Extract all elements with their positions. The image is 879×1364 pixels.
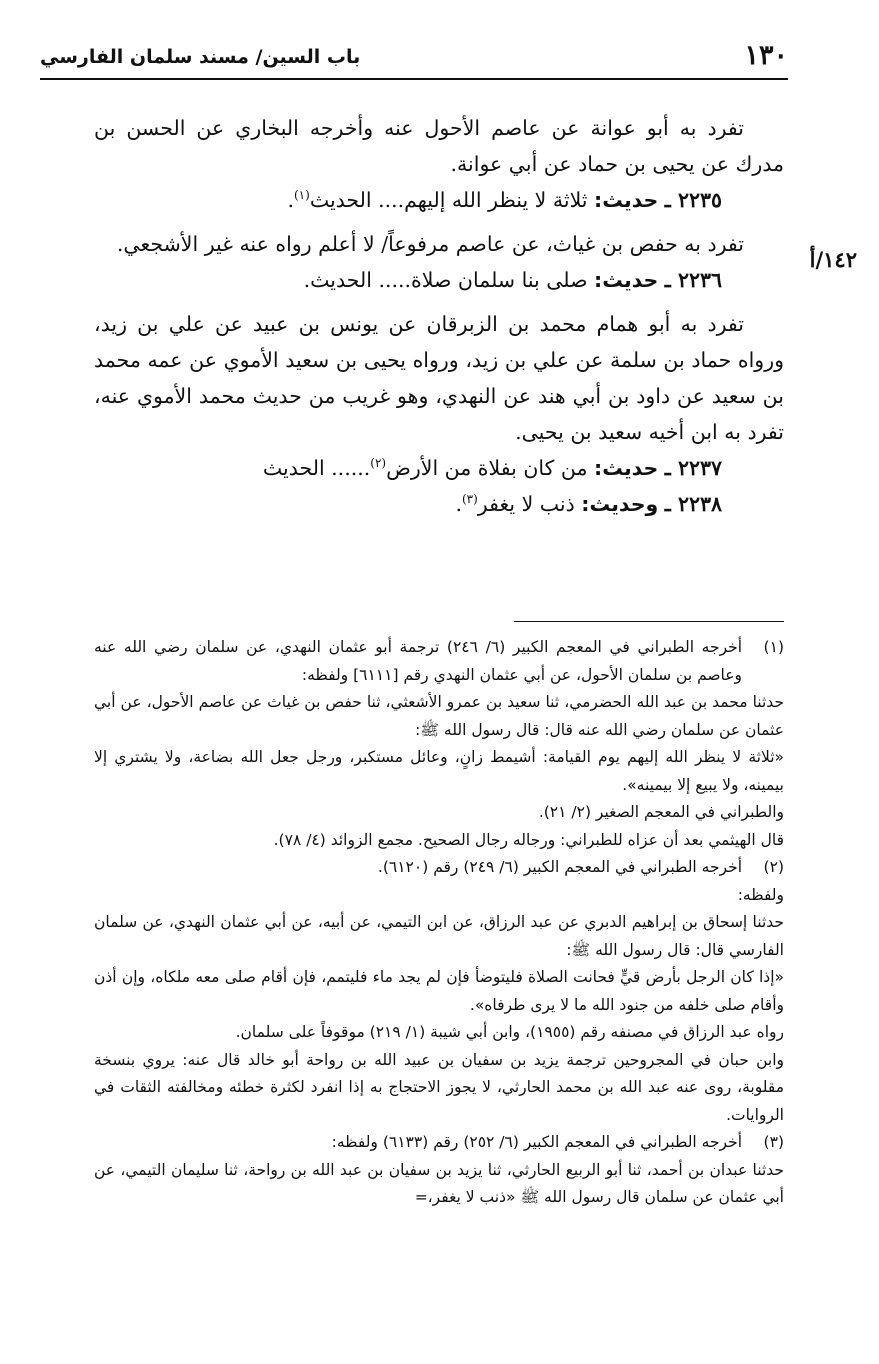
footnote-2-line: ولفظه: xyxy=(737,885,784,904)
hadith-number: ٢٢٣٥ ـ xyxy=(664,188,722,212)
footnote-1-line: «ثلاثة لا ينظر الله إليهم يوم القيامة: أشيمط زانٍ، وعائل مستكبر، ورجل جعل الله بضاعة، ولا يشتري إلا بيمينه، ولا يبيع إلا بيمينه». xyxy=(94,748,784,794)
footnote-label: (٣) xyxy=(763,1133,784,1151)
hadith-keyword: وحديث: xyxy=(581,492,659,516)
footnote-text: أخرجه الطبراني في المعجم الكبير (٦/ ٢٤٩) رقم (٦١٢٠). xyxy=(377,858,742,876)
manuscript-folio-marker: ١٤٢/أ xyxy=(809,247,857,272)
main-text xyxy=(94,110,784,522)
footnote-1-line: والطبراني في المعجم الصغير (٢/ ٢١). xyxy=(538,803,784,821)
hadith-text: من كان بفلاة من الأرض xyxy=(386,456,588,480)
footnote-2-line: «إذا كان الرجل بأرض قيٍّ فحانت الصلاة فليتوضأ فإن لم يجد ماء فليتمم، فإن أقام صلى معه ملكاه، وإن أذن وأقام صلى خلفه من جنود الله ما لا يرى طرفاه». xyxy=(94,968,784,1014)
footnote-1-line: حدثنا محمد بن عبد الله الحضرمي، ثنا سعيد بن عمرو الأشعثي، ثنا حفص بن غياث عن عاصم الأحول، عن أبي عثمان عن سلمان رضي الله عنه قال: قال رسول الله ﷺ: xyxy=(94,693,784,739)
paragraph-1: تفرد به أبو عوانة عن عاصم الأحول عنه وأخرجه البخاري عن الحسن بن مدرك عن يحيى بن حماد عن أبي عوانة. xyxy=(94,116,784,176)
footnote-2 xyxy=(94,854,784,882)
footnote-label: (١) xyxy=(763,638,784,656)
hadith-text: ذنب لا يغفر xyxy=(477,492,575,516)
hadith-2235: ٢٢٣٥ ـ حديث: ثلاثة لا ينظر الله إليهم.... الحديث$^{(١)}$. xyxy=(287,188,722,212)
running-title: باب السين/ مسند سلمان الفارسي xyxy=(40,46,361,68)
paragraph-2: تفرد به حفص بن غياث، عن عاصم مرفوعاً/ لا أعلم رواه عنه غير الأشجعي. xyxy=(116,232,744,256)
hadith-keyword: حديث: xyxy=(594,456,659,480)
hadith-number: ٢٢٣٦ ـ xyxy=(664,268,722,292)
footnote-ref-1: (١) xyxy=(293,188,310,203)
page-number: ١٣٠ xyxy=(744,40,788,71)
footnote-ref-2: (٢) xyxy=(370,456,387,471)
paragraph-3: تفرد به أبو همام محمد بن الزبرقان عن يونس بن عبيد عن علي بن زيد، ورواه حماد بن سلمة عن علي بن زيد، ورواه يحيى بن سعيد الأموي عن عمه محمد بن سعيد عن داود بن أبي هند عن النهدي، وهو غريب من حديث محمد الأموي عنه، تفرد به ابن أخيه سعيد بن يحيى. xyxy=(94,312,784,444)
footnote-text: أخرجه الطبراني في المعجم الكبير (٦/ ٢٥٢) رقم (٦١٣٣) ولفظه: xyxy=(331,1133,742,1151)
hadith-2238: ٢٢٣٨ ـ وحديث: ذنب لا يغفر$^{(٣)}$. xyxy=(455,492,722,516)
hadith-keyword: حديث: xyxy=(594,268,659,292)
footnote-1 xyxy=(94,634,784,689)
page-header xyxy=(40,38,788,80)
footnote-separator xyxy=(514,621,784,622)
footnote-2-line: رواه عبد الرزاق في مصنفه رقم (١٩٥٥)، وابن أبي شيبة (١/ ٢١٩) موقوفاً على سلمان. xyxy=(235,1023,784,1041)
footnote-2-line: وابن حبان في المجروحين ترجمة يزيد بن سفيان بن عبيد الله بن رواحة أبو خالد قال عنه: يروي بنسخة مقلوبة، روى عنه عبد الله بن محمد الحارثي، لا يجوز الاحتجاج به إذا انفرد لكثرة خطئه ومخالفته الثقات في الروايات. xyxy=(94,1050,784,1124)
footnote-label: (٢) xyxy=(763,858,784,876)
footnote-3-line: حدثنا عبدان بن أحمد، ثنا أبو الربيع الحارثي، ثنا يزيد بن سفيان بن عبد الله بن رواحة، ثنا سليمان التيمي، عن أبي عثمان عن سلمان قال رسول الله ﷺ «ذنب لا يغفر،= xyxy=(94,1160,784,1206)
hadith-text: ثلاثة لا ينظر الله إليهم.... الحديث xyxy=(309,188,588,212)
hadith-number: ٢٢٣٧ ـ xyxy=(664,456,722,480)
footnote-3 xyxy=(94,1129,784,1157)
hadith-2237 xyxy=(94,450,784,486)
footnote-2-line: حدثنا إسحاق بن إبراهيم الدبري عن عبد الرزاق، عن ابن التيمي، عن أبيه، عن أبي عثمان النهدي، عن سلمان الفارسي قال: قال رسول الله ﷺ: xyxy=(94,913,784,959)
footnote-text: أخرجه الطبراني في المعجم الكبير (٦/ ٢٤٦) ترجمة أبو عثمان النهدي، عن سلمان رضي الله عنه وعاصم بن سلمان الأحول، عن أبي عثمان النهدي رقم [٦١١١] ولفظه: xyxy=(94,638,743,684)
hadith-number: ٢٢٣٨ ـ xyxy=(664,492,722,516)
footnote-ref-3: (٣) xyxy=(461,492,478,507)
footnotes xyxy=(94,634,784,1212)
hadith-keyword: حديث: xyxy=(594,188,659,212)
hadith-2236 xyxy=(94,262,784,298)
hadith-text: صلى بنا سلمان صلاة..... الحديث. xyxy=(303,268,588,292)
footnote-1-line: قال الهيثمي بعد أن عزاه للطبراني: ورجاله رجال الصحيح. مجمع الزوائد (٤/ ٧٨). xyxy=(273,830,784,849)
hadith-text-continued: ...... الحديث xyxy=(262,456,371,480)
